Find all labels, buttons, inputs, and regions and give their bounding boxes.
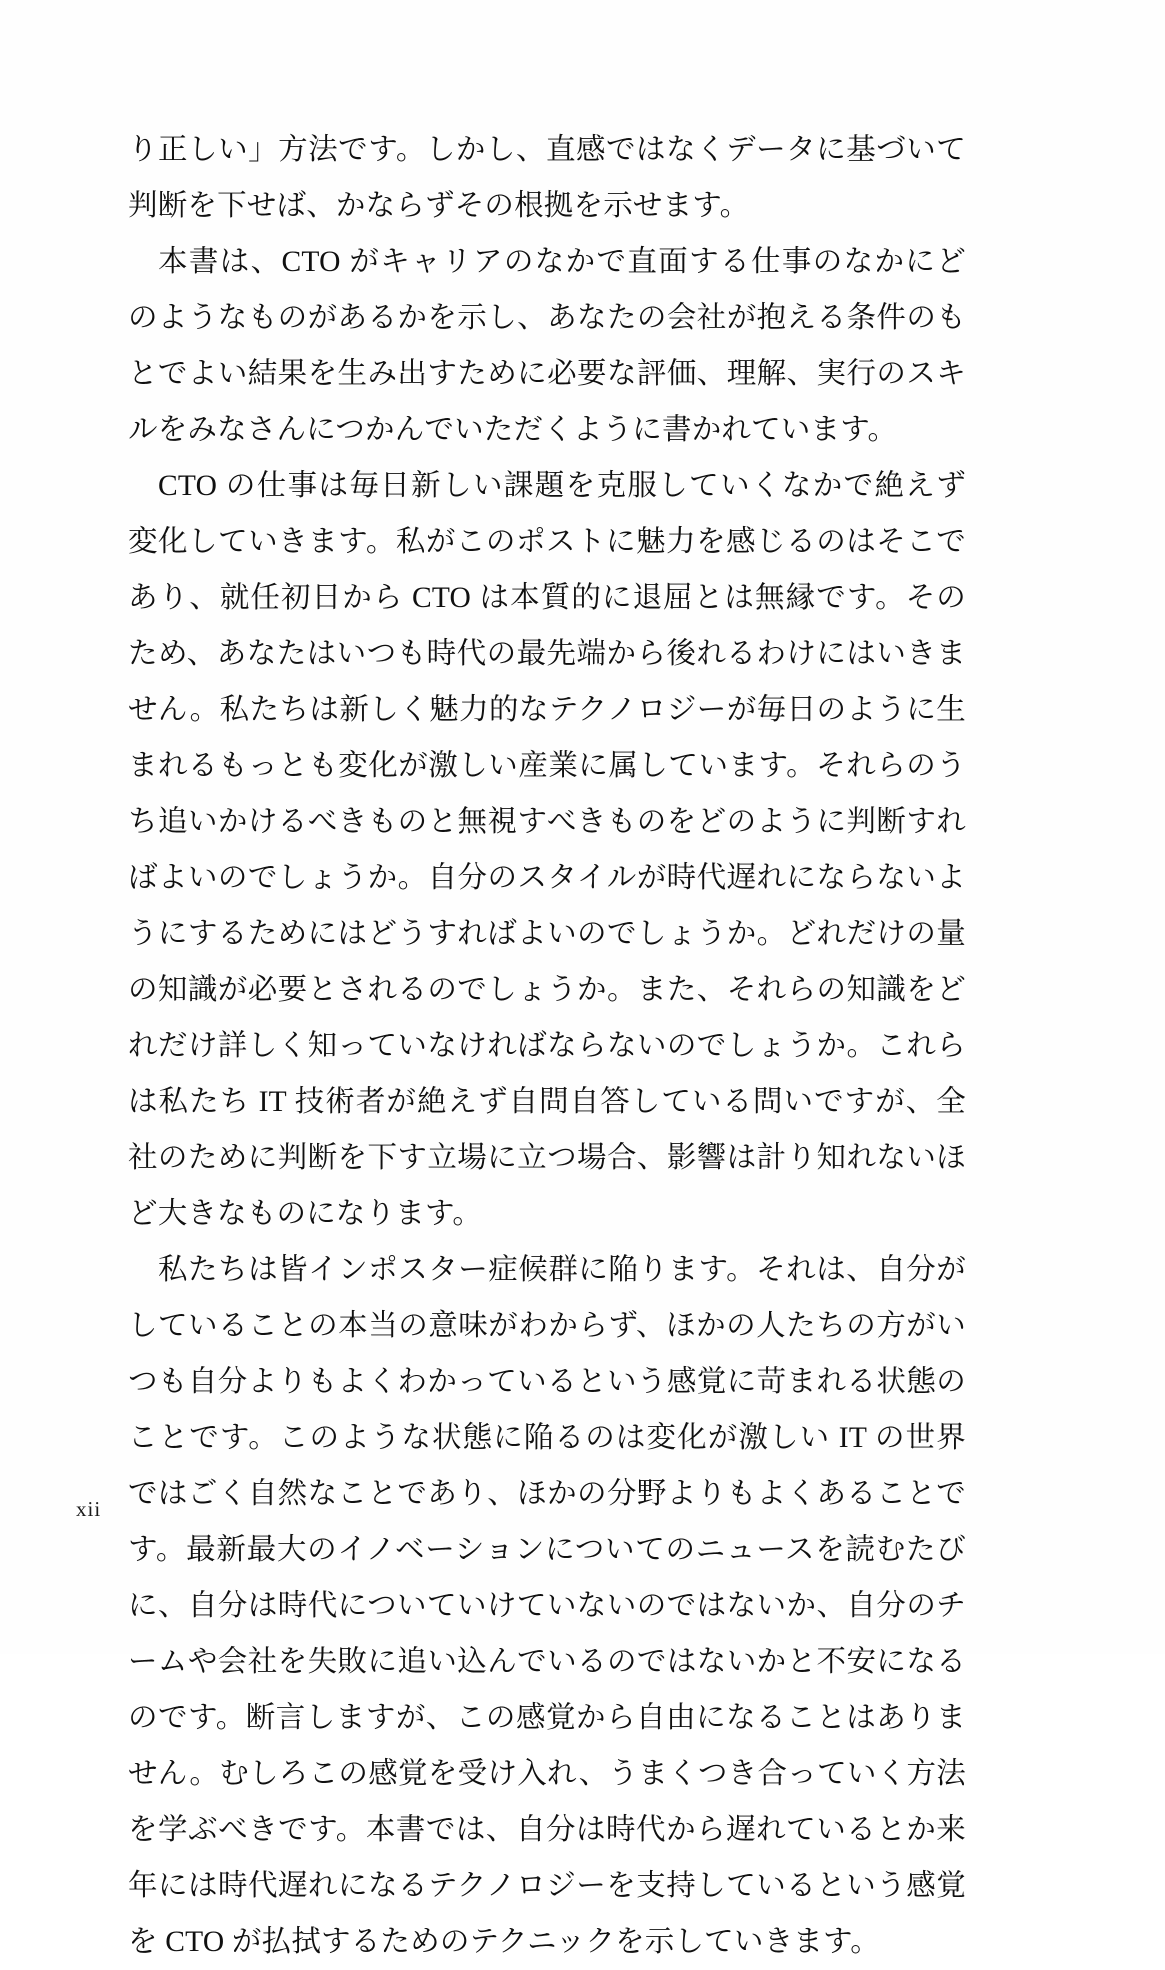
- page-number: xii: [76, 1497, 102, 1521]
- paragraph-1: り正しい」方法です。しかし、直感ではなくデータに基づいて判断を下せば、かならずその根拠を示せます。: [128, 134, 966, 222]
- body-text-column: [128, 122, 966, 1970]
- paragraph-4: 私たちは皆インポスター症候群に陥ります。それは、自分がしていることの本当の意味がわからず、ほかの人たちの方がいつも自分よりもよくわかっているという感覚に苛まれる状態のことです。このような状態に陥るのは変化が激しい IT の世界ではごく自然なことであり、ほかの分野よりもよくあることです。最新最大のイノベーションについてのニュースを読むたびに、自分は時代についていけていないのではないか、自分のチームや会社を失敗に追い込んでいるのではないかと不安になるのです。断言しますが、この感覚から自由になることはありません。むしろこの感覚を受け入れ、うまくつき合っていく方法を学ぶべきです。本書では、自分は時代から遅れているとか来年には時代遅れになるテクノロジーを支持しているという感覚を CTO が払拭するためのテクニックを示していきます。: [128, 1254, 966, 1958]
- paragraph-3: CTO の仕事は毎日新しい課題を克服していくなかで絶えず変化していきます。私がこのポストに魅力を感じるのはそこであり、就任初日から CTO は本質的に退屈とは無縁です。そのため、あなたはいつも時代の最先端から後れるわけにはいきません。私たちは新しく魅力的なテクノロジーが毎日のように生まれるもっとも変化が激しい産業に属しています。それらのうち追いかけるべきものと無視すべきものをどのように判断すればよいのでしょうか。自分のスタイルが時代遅れにならないようにするためにはどうすればよいのでしょうか。どれだけの量の知識が必要とされるのでしょうか。また、それらの知識をどれだけ詳しく知っていなければならないのでしょうか。これらは私たち IT 技術者が絶えず自問自答している問いですが、全社のために判断を下す立場に立つ場合、影響は計り知れないほど大きなものになります。: [128, 470, 966, 1230]
- paragraph-2: 本書は、CTO がキャリアのなかで直面する仕事のなかにどのようなものがあるかを示し、あなたの会社が抱える条件のもとでよい結果を生み出すために必要な評価、理解、実行のスキルをみなさんにつかんでいただくように書かれています。: [128, 246, 966, 446]
